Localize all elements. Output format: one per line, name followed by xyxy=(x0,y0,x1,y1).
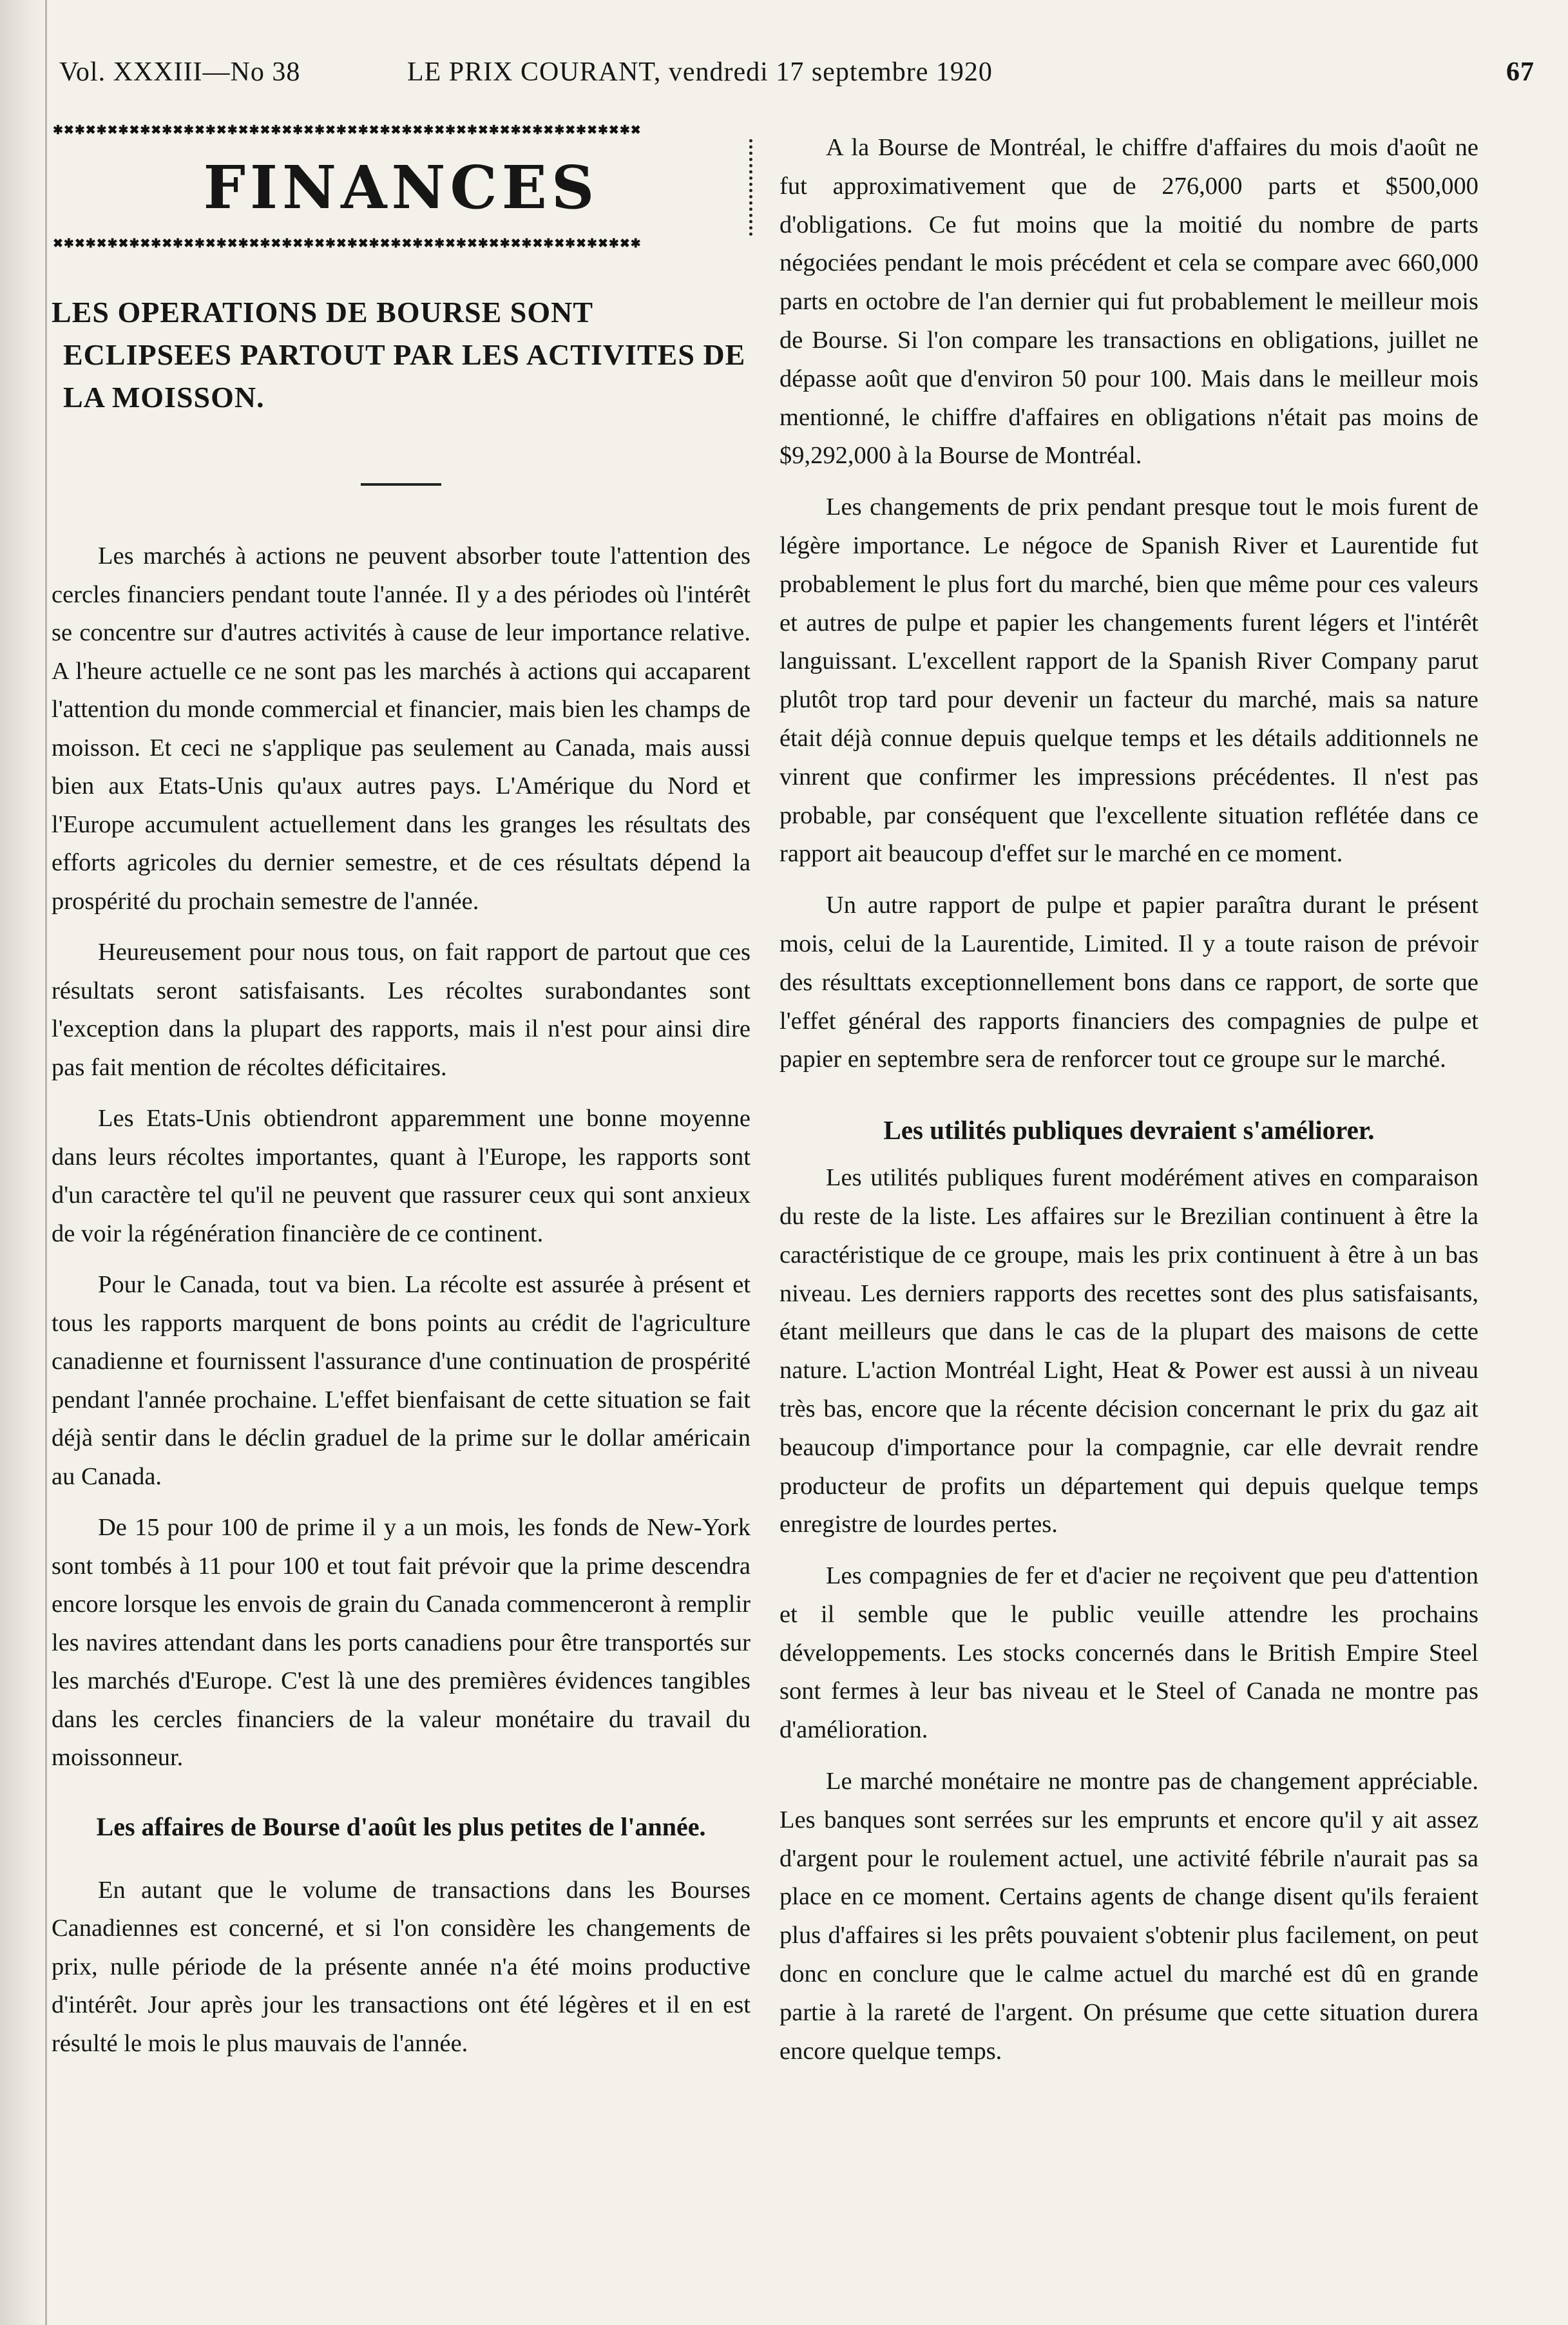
section-banner xyxy=(53,122,755,253)
volume-number: Vol. XXXIII—No 38 xyxy=(59,57,301,87)
paragraph: Les Etats-Unis obtiendront apparemment une bonne moyenne dans leurs récoltes importantes, quant à l'Europe, les rapports sont d'un caractère tel qu'il ne peuvent que rassurer ceux qui sont anxieux de voir la régénération financière de ce continent. xyxy=(52,1105,751,1247)
paragraph: Les changements de prix pendant presque tout le mois furent de légère importance. Le négoce de Spanish River et Laurentide fut probablement le plus fort du marché, bien que même pour ces valeurs et autres de pulpe et papier les changements furent légers et l'intérêt languissant. L'excellent rapport de la Spanish River Company parut plutôt trop tard pour devenir un facteur du marché, mais sa nature était déjà connue depuis quelque temps et les détails additionnels ne vinrent que confirmer les impressions précédentes. Il n'est pas probable, par conséquent que l'excellente situation reflétée dans ce rapport ait beaucoup d'effet sur le marché en ce moment. xyxy=(779,493,1478,868)
paragraph: Les utilités publiques furent modérément atives en comparaison du reste de la liste. Les affaires sur le Brezilian continuent à être la caractéristique de ce groupe, mais les prix continuent à être à un bas niveau. Les derniers rapports des recettes sont des plus satisfaisants, étant meilleurs que dans le cas de la plupart des maisons de cette nature. L'action Montréal Light, Heat & Power est aussi à un niveau très bas, encore que la récente décision concernant le prix du gaz ait beaucoup d'importance pour la compagnie, car elle devrait rendre producteur de profits un département qui depuis quelque temps enregistre de lourdes pertes. xyxy=(779,1164,1478,1538)
paragraph: Un autre rapport de pulpe et papier paraîtra durant le présent mois, celui de la Laurentide, Limited. Il y a toute raison de prévoir des résulttats exceptionnellement bons dans ce rapport, de sorte que l'effet général des rapports financiers des compagnies de pulpe et papier en septembre sera de renforcer tout ce groupe sur le marché. xyxy=(779,892,1478,1073)
article-headline: LES OPERATIONS DE BOURSE SONT ECLIPSEES PARTOUT PAR LES ACTIVITES DE LA MOISSON. xyxy=(52,296,746,414)
right-column xyxy=(779,129,1478,2083)
right-body-2 xyxy=(779,1159,1478,2071)
subheading-public-utilities: Les utilités publiques devraient s'améliorer. xyxy=(883,1115,1375,1145)
paragraph: A la Bourse de Montréal, le chiffre d'affaires du mois d'août ne fut approximativement que de 276,000 parts et $500,000 d'obligations. Ce fut moins que la moitié du nombre de parts négociées pendant le mois précédent et cela se compare avec 660,000 parts en octobre de l'an dernier qui fut probablement le meilleur mois de Bourse. Si l'on compare les transactions en obligations, juillet ne dépasse août que d'environ 50 pour 100. Mais dans le meilleur mois mentionné, le chiffre d'affaires en obligations n'était pas moins de $9,292,000 à la Bourse de Montréal. xyxy=(779,134,1478,470)
paragraph: Le marché monétaire ne montre pas de changement appréciable. Les banques sont serrées sur les emprunts et encore qu'il y ait assez d'argent pour le roulement actuel, une activité fébrile n'aurait pas sa place en ce moment. Certains agents de change disent qu'ils feraient plus d'affaires si les prêts pouvaient s'obtenir plus facilement, on peut donc en conclure que le calme actuel du marché est dû en grande partie à la rareté de l'argent. On présume que cette situation durera encore quelque temps. xyxy=(779,1768,1478,2065)
paragraph: Pour le Canada, tout va bien. La récolte est assurée à présent et tous les rapports marquent de bons points au crédit de l'agriculture canadienne et fournissent l'assurance d'une continuation de prospérité pendant l'année prochaine. L'effet bienfaisant de cette situation se fait déjà sentir dans le déclin graduel de la prime sur le dollar américain au Canada. xyxy=(52,1271,751,1490)
paragraph: En autant que le volume de transactions dans les Bourses Canadiennes est concerné, et si l'on considère les changements de prix, nulle période de la présente année n'a été moins productive d'intérêt. Jour après jour les transactions ont été légères et il en est résulté le mois le plus mauvais de l'année. xyxy=(52,1876,751,2057)
page-header xyxy=(59,57,1535,108)
paragraph: Heureusement pour nous tous, on fait rapport de partout que ces résultats seront satisfaisants. Les récoltes surabondantes sont l'exception dans la plupart des rapports, mais il n'est pour ainsi dire pas fait mention de récoltes déficitaires. xyxy=(52,939,751,1081)
section-title: FINANCES xyxy=(53,139,752,236)
left-body xyxy=(52,537,751,1777)
binding-edge xyxy=(0,0,47,2325)
headline-rule xyxy=(361,483,441,486)
page-number: 67 xyxy=(1506,57,1535,87)
ornament-border-bottom: ✖✱✖✱✖✱✖✱✖✱✖✱✖✱✖✱✖✱✖✱✖✱✖✱✖✱✖✱✖✱✖✱✖✱✖✱✖✱✖✱✖✱✖✱✖✱✖✱✖✱✖✱✖✱ xyxy=(53,237,642,251)
right-body xyxy=(779,129,1478,1079)
ornament-border-top: ✱✖✱✖✱✖✱✖✱✖✱✖✱✖✱✖✱✖✱✖✱✖✱✖✱✖✱✖✱✖✱✖✱✖✱✖✱✖✱✖✱✖✱✖✱✖✱✖✱✖✱✖✱✖ xyxy=(53,124,642,137)
paragraph: Les marchés à actions ne peuvent absorber toute l'attention des cercles financiers pendant toute l'année. Il y a des périodes où l'intérêt se concentre sur d'autres activités à cause de leur importance relative. A l'heure actuelle ce ne sont pas les marchés à actions qui accaparent l'attention du monde commercial et financier, mais bien les champs de moisson. Et ceci ne s'applique pas seulement au Canada, mais aussi bien aux Etats-Unis qu'aux autres pays. L'Amérique du Nord et l'Europe accumulent actuellement dans les granges les résultats des efforts agricoles du dernier semestre, et de ces résultats dépend la prospérité du prochain semestre de l'année. xyxy=(52,542,751,915)
publication-title: LE PRIX COURANT, vendredi 17 septembre 1920 xyxy=(407,57,993,87)
subheading-august-trading: Les affaires de Bourse d'août les plus petites de l'année. xyxy=(96,1812,706,1841)
paragraph: Les compagnies de fer et d'acier ne reçoivent que peu d'attention et il semble que le public veuille attendre les prochains développements. Les stocks concernés dans le British Empire Steel sont fermes à leur bas niveau et le Steel of Canada ne montre pas d'amélioration. xyxy=(779,1562,1478,1744)
left-body-2 xyxy=(52,1871,751,2063)
left-column xyxy=(52,122,751,2076)
paragraph: De 15 pour 100 de prime il y a un mois, les fonds de New-York sont tombés à 11 pour 100 et tout fait prévoir que la prime descendra encore lorsque les envois de grain du Canada commenceront à remplir les navires attendant dans les ports canadiens pour être transportés sur les marchés d'Europe. C'est là une des premières évidences tangibles dans les cercles financiers de la valeur monétaire du travail du moissonneur. xyxy=(52,1514,751,1771)
